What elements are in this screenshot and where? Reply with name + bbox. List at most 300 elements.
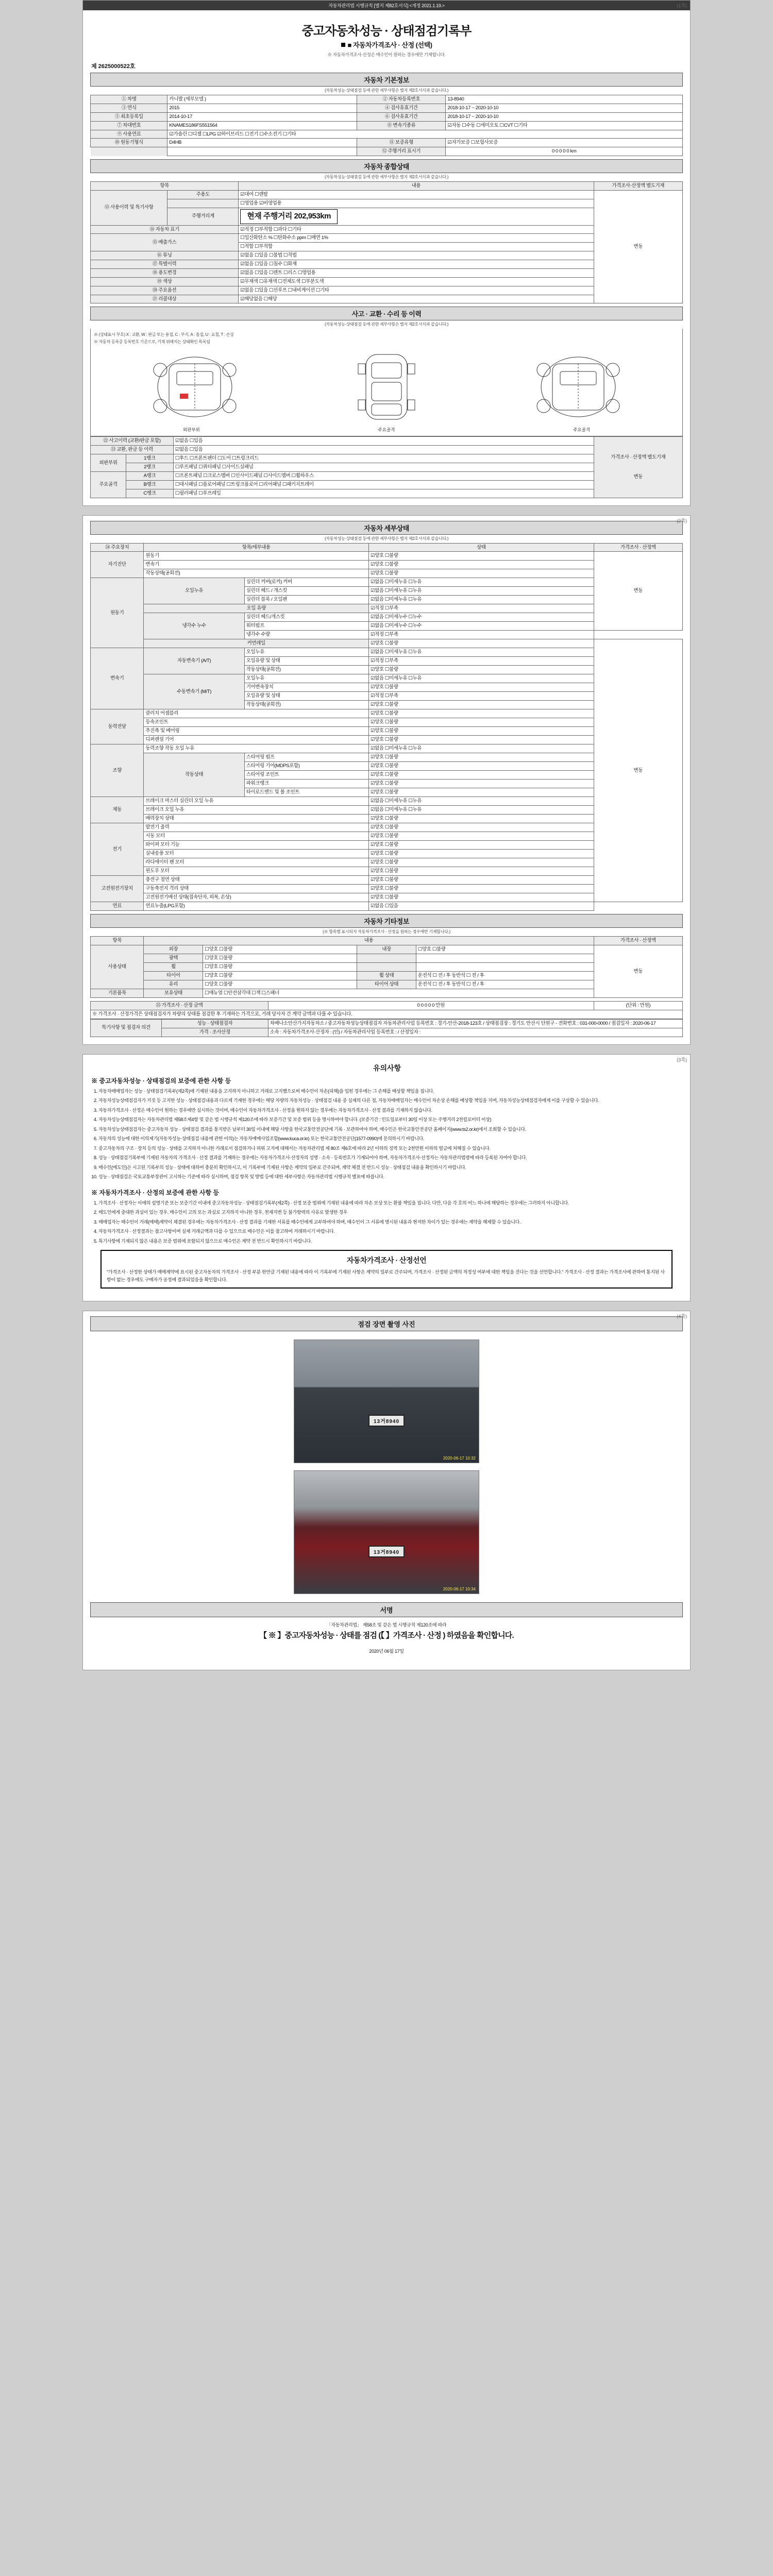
item-label: 등속조인트 [144, 718, 369, 727]
state-value[interactable]: ☑양호 ☐불량 [369, 569, 594, 578]
row-label: ⑮ 배출가스 [91, 234, 239, 251]
row-value[interactable]: ☑자가보증 ☐보험사보증 [446, 139, 683, 147]
row-label: ⑥ 검사유효기간 [357, 112, 446, 121]
table-row [91, 130, 683, 139]
item-label: 보유상태 [144, 989, 203, 998]
row-label: ㉒ 사고이력 (교환/판금 포함) [91, 437, 174, 446]
list-item: 5. 특기사항에 기재되지 않은 내용은 보증 범위에 포함되지 않으므로 매수인은 계약 전 반드시 확인하시기 바랍니다. [98, 1238, 683, 1245]
subitem-label: 오일유량 및 상태 [244, 692, 368, 701]
state-value[interactable]: ☑양호 ☐불량 [369, 771, 594, 779]
row-value[interactable]: ☐적합 ☐부적합 [239, 243, 594, 251]
item-label: 클러치 어셈블리 [144, 709, 369, 718]
state-value[interactable]: ☑적정 ☐부족 [369, 604, 594, 613]
group-label: 사용상태 [91, 945, 144, 989]
state-value[interactable]: ☑없음 ☐미세누수 ☐누수 [369, 622, 594, 631]
license-plate-text: 13거8940 [368, 1415, 405, 1427]
inspection-photo-rear [294, 1470, 479, 1594]
state-value[interactable]: ☑양호 ☐불량 [369, 850, 594, 858]
notice-subheading-1: ※ 중고자동차성능 · 상태점검의 보증에 관한 사항 등 [91, 1077, 231, 1084]
state-value[interactable]: ☑없음 ☐미세누수 ☐누수 [369, 613, 594, 622]
row-value[interactable]: ☑자동 ☐수동 ☐세미오토 ☐CVT ☐기타 [446, 121, 683, 130]
row-sublabel [167, 199, 239, 208]
row-label: ⑫ 주행거리 표시기 [357, 147, 446, 156]
list-item: 2. 매도인에게 중대한 과실이 있는 경우, 매수인이 고의 또는 과실로 고지하지 아니한 경우, 천재지변 등 불가항력의 사유로 발생한 경우 [98, 1209, 683, 1216]
item-label: 커먼레일 [144, 639, 369, 648]
item-label: 충전구 절연 상태 [144, 876, 369, 885]
signature-date: 2020년 06월 17일 [369, 1648, 404, 1654]
state-value[interactable]: ☑없음 ☐미세누유 ☐누유 [369, 587, 594, 596]
group-label: 자기진단 [91, 552, 144, 578]
state-value[interactable]: ☑양호 ☐불량 [369, 666, 594, 674]
subitem-label: 실린더 블록 / 오일팬 [244, 596, 368, 604]
row-label: ㉓ 교환, 판금 등 이력 [91, 446, 174, 454]
diagram-label-right: 주요골격 [573, 427, 591, 433]
section-band-detail: 자동차 세부상태 [90, 521, 683, 535]
rank-label: B랭크 [126, 480, 173, 489]
list-item: 5. 자동차성능상태점검자는 중고자동차 성능 · 상태점검 결과를 통지받은 날부터 30일 이내에 해당 사항을 한국교통안전공단에 기록 · 보관하여야 하며, 매수인은 한국교통안전공단 홈페이지(www.ts2.or.kr)에서 조회할 수 있습니다. [98, 1126, 683, 1133]
col-head-price: 가격조사·산정액 별도기재 [594, 182, 682, 191]
row-value[interactable]: ☑적정 ☐부적합 ☐과다 ☐기타 [239, 225, 594, 234]
section-subnote-accident: (자동차성능·상태점검 등에 관한 세부사항은 별지 제2호서식과 같습니다.) [324, 322, 449, 327]
car-top-diagram-icon [343, 348, 430, 426]
detail-status-table [90, 543, 683, 911]
list-item: 9. 매수인(매도인)은 시고된 기록부의 성능 · 상태에 대하여 충분히 확인하시고, 이 기록부에 기재된 사항은 계약의 일부로 간주되며, 계약 체결 전 반드시 성능 · 상태점검 내용을 확인하시기 바랍니다. [98, 1164, 683, 1172]
subitem-label: 오일유량 및 상태 [244, 657, 368, 666]
subitem-label: 스티어링 펌프 [244, 753, 368, 762]
odometer-cell [239, 208, 594, 225]
doc-subtitle: ■ 자동차가격조사 · 산정 (선택) [90, 40, 683, 49]
diagram-note-2: ※ 자동차 등록증 등록번호 기준으로, 기재 위해지는 상태확인 목록임 [94, 340, 210, 345]
state-value[interactable]: ☑양호 ☐불량 [369, 762, 594, 771]
rank-label: 1랭크 [126, 454, 173, 463]
price-note-value: 변동 [633, 473, 643, 480]
item-label: 브레이크 오일 누유 [144, 806, 369, 815]
item-label: 윈도우 모터 [144, 867, 369, 876]
subitem-label: 냉각수 수량 [244, 631, 368, 639]
state-value[interactable]: ☑양호 ☐불량 [369, 727, 594, 736]
photo-timestamp: 2020-06-17 10:32 [443, 1456, 476, 1461]
price-value: 0 0 0 0 0 만원 [268, 1002, 594, 1010]
state-value[interactable]: ☑양호 ☐불량 [369, 858, 594, 867]
list-item: 3. 매매업자는 매수인이 거래(매매)계약이 체결된 경우에는 자동차가격조사 · 산정 결과를 기재한 서류를 매수인에게 교부하여야 하며, 매수인이 그 서류에 명시된 내용과 현저한 차이가 있는 경우에는 계약을 해제할 수 있습니다. [98, 1219, 683, 1226]
row-value[interactable]: ☑없음 ☐있음 ☐불법 ☐적법 [239, 251, 594, 260]
price-note: 변동 [594, 945, 682, 998]
row-label: ⑯ 튜닝 [91, 251, 239, 260]
section-subnote-etc: (※ 항목별 표시되지 자동차가격조사 · 산정을 원하는 경우에만 기재합니다.) [323, 929, 450, 935]
state-value[interactable]: ☑적정 ☐부족 [369, 631, 594, 639]
row-value[interactable]: ☐대시패널 ☐플로어패널 ☐트렁크플로어 ☐리어패널 ☐패키지트레이 [173, 480, 594, 489]
row-value[interactable]: ☐프론트패널 ☐크로스멤버 ☐인사이드패널 ☐사이드멤버 ☐휠하우스 [173, 471, 594, 480]
odometer-value: 0 0 0 0 0 km [446, 147, 683, 156]
state-value[interactable]: ☑양호 ☐불량 [369, 867, 594, 876]
item-label: 배력장치 상태 [144, 815, 369, 823]
col-head-item: 항목 [91, 937, 144, 945]
state-value[interactable] [416, 963, 594, 972]
list-item: 10. 성능 · 상태점검은 국토교통부장관이 고시하는 기준에 따라 실시하며, 점검 항목 및 방법 등에 대한 세부사항은 자동차관리법 시행규칙 별표에 따릅니다. [98, 1174, 683, 1181]
state-value[interactable]: ☑없음 ☐있음 [369, 902, 594, 911]
row-value: 2014-10-17 [167, 112, 357, 121]
page-3 [82, 1054, 691, 1301]
item-label: 와이퍼 모터 기능 [144, 841, 369, 850]
row-label: 주요골격 [91, 471, 126, 498]
item-label: 오일누유 [144, 578, 244, 604]
price-unit: (단위 : 만원) [594, 1002, 682, 1010]
section-subnote-basic: (자동차성능·상태점검 등에 관한 세부사항은 별지 제2호서식과 같습니다.) [324, 88, 449, 93]
state-value[interactable]: ☑양호 ☐불량 [369, 709, 594, 718]
item-label: 작동상태(공회전) [144, 569, 369, 578]
row-label: ㉑ 리콜대상 [91, 295, 239, 303]
list-item: 3. 자동차가격조사 · 산정은 매수인이 원하는 경우에만 실시하는 것이며, 매수인이 자동차가격조사 · 산정을 원하지 않는 경우에는 자동차가격조사 · 산정 결과를 기재하지 않습니다. [98, 1107, 683, 1114]
item-label: 유리 [144, 980, 203, 989]
state-value[interactable]: ☑없음 ☐미세누유 ☐누유 [369, 674, 594, 683]
notice-list-1 [98, 1088, 683, 1181]
table-header-row [91, 543, 683, 552]
subitem-label: 기어변속장치 [244, 683, 368, 692]
subitem-label: 작동상태(공회전) [244, 701, 368, 709]
row-value[interactable]: ☐후드 ☐프론트펜더 ☐도어 ☐트렁크리드 [173, 454, 594, 463]
state-value[interactable]: ☑양호 ☐불량 [369, 683, 594, 692]
item-label: 작동상태 [144, 753, 244, 797]
state-value[interactable]: ☐양호 ☐불량 [203, 980, 357, 989]
state-value[interactable] [416, 954, 594, 963]
item-label: 광택 [144, 954, 203, 963]
state-value[interactable]: ☑없음 ☐미세누유 ☐누유 [369, 797, 594, 806]
table-row [91, 437, 683, 446]
inspector-label: 성능 · 상태점검자 [161, 1020, 268, 1028]
group-label: 원동기 [91, 578, 144, 648]
license-plate-text: 13거8940 [368, 1546, 405, 1557]
page-title: 중고자동차성능 · 상태점검기록부 [301, 24, 472, 38]
list-item: 1. 자동차매매업자는 성능 · 상태점검기록부(제2쪽)에 기재된 내용을 고지하지 아니하고 거래로 고지했으로써 매수인이 차손(피해)을 입힌 경우에는 그 손해를 배상할 책임을 집니다. [98, 1088, 683, 1095]
state-value[interactable]: ☑양호 ☐불량 [369, 815, 594, 823]
price-note-text: ※ 가격조사 · 산정가격은 상태점검자가 차량의 상태를 점검한 후 기재하는 가격으로, 거래 당사자 간 계약 금액과 다를 수 있습니다. [91, 1010, 683, 1019]
state-value[interactable]: ☑양호 ☐불량 [369, 832, 594, 841]
row-value[interactable]: ☑무채색 ☐유채색 ☐전체도색 ☐부분도색 [239, 277, 594, 286]
item-label: 고전원전기배선 상태(접속단자, 피복, 손상) [144, 893, 369, 902]
rank-label: A랭크 [126, 471, 173, 480]
item-label: 변속기 [144, 561, 369, 569]
row-value: 2015 [167, 104, 357, 112]
accident-history-table [90, 436, 683, 498]
table-header-row [91, 937, 683, 945]
col-head-state: 상태 [369, 543, 594, 552]
group-label: 기본품목 [91, 989, 144, 998]
item-label: 휠 상태 [357, 972, 416, 980]
page-4 [82, 1311, 691, 1670]
row-value: 13-8940 [446, 95, 683, 104]
subitem-label: 실린더 커버(로커) 커버 [244, 578, 368, 587]
row-label: ⑰ 특별이력 [91, 260, 239, 269]
group-label: 전기 [91, 823, 144, 876]
row-label: ⑧ 변속기종류 [357, 121, 446, 130]
state-value[interactable]: ☐양호 ☐불량 [203, 963, 357, 972]
row-value[interactable]: ☑없음 ☐있음 [173, 446, 594, 454]
group-label: 조향 [91, 744, 144, 797]
state-value[interactable]: ☑양호 ☐불량 [369, 736, 594, 744]
row-value[interactable]: ☑대여 ☐렌탈 [239, 191, 594, 199]
appraisal-declaration-box [100, 1250, 673, 1289]
inspection-photo-front [294, 1340, 479, 1463]
state-value[interactable]: ☑양호 ☐불량 [369, 701, 594, 709]
group-label: 제동 [91, 797, 144, 823]
list-item: 7. 중고자동차의 구조 · 장치 등의 성능 · 상태를 고지하지 아니한 거래로서 점검하거나 허위 고지에 대해서는 자동차관리법 제 80조 제6호에 따라 2년 이하의 징역 또는 2천만원 이하의 벌금에 처해질 수 있습니다. [98, 1145, 683, 1153]
car-rear-diagram-icon [524, 348, 632, 426]
price-title: ㉕ 가격조사 · 산정 금액 [156, 1003, 203, 1009]
appraiser-value: 소속 : 자동차가격조사·산정자 : (인) / 자동차관리사업 등록번호 : / 산정일자 : [268, 1028, 682, 1037]
item-label: 수동변속기 (M/T) [144, 674, 244, 709]
item-label: 브레이크 마스터 실린더 오일 누유 [144, 797, 369, 806]
car-diagrams [94, 346, 679, 426]
row-value[interactable]: ☐일산화탄소 % ☐탄화수소 ppm ☐매연 1% [239, 234, 594, 243]
state-value[interactable]: ☑양호 ☐불량 [369, 841, 594, 850]
price-result-table [90, 1001, 683, 1019]
table-row [91, 639, 683, 648]
state-value[interactable]: ☑양호 ☐불량 [369, 885, 594, 893]
row-sublabel: 주용도 [167, 191, 239, 199]
row-value: KNAMES186FS551564 [167, 121, 357, 130]
damage-diagram-panel [90, 329, 683, 436]
list-item: 4. 자동차성능상태점검자는 자동차관리법 제58조제4항 및 같은 법 시행규칙 제120조에 따라 보증기간 및 보증 범위 등을 명시하여야 합니다. (보증기간 : 인도일로부터 30일 이상 또는 주행거리 2천킬로미터 이상) [98, 1116, 683, 1124]
section-band-etc: 자동차 기타정보 [90, 914, 683, 928]
table-row [91, 552, 683, 561]
page-number-4: (4쪽) [677, 1314, 687, 1319]
row-label: ⑨ 사용연료 [91, 130, 167, 139]
subitem-label: 워터펌프 [244, 622, 368, 631]
row-label: ⑱ 용도변경 [91, 268, 239, 277]
list-item: 8. 성능 · 상태점검기록부에 기재된 자동차의 가격조사 · 산정 결과를 기재하는 경우에는 자동차가격조사·산정자의 성명 · 소속 · 등록번호가 기재되어야 하며, 자동차가격조사·산정자는 자동차관리법령에 따라 등록된 자여야 합니다. [98, 1155, 683, 1162]
item-label: 오일 유량 [144, 604, 369, 613]
signature-line-1: 「자동차관리법」 제58조 및 같은 법 시행규칙 제120조에 따라 [326, 1622, 447, 1628]
row-value[interactable]: ☑없음 ☐있음 ☐렌트 ☐리스 ☐영업용 [239, 268, 594, 277]
photo-timestamp: 2020-06-17 10:34 [443, 1587, 476, 1592]
row-value: D4HB [167, 139, 357, 147]
item-label: 타이어 상태 [357, 980, 416, 989]
basic-info-table [90, 95, 683, 156]
table-row [91, 1020, 683, 1028]
state-value[interactable]: 운전석 ☐ 전 / 후 동반석 ☐ 전 / 후 [416, 980, 594, 989]
row-value: 2018-10-17 ~ 2020-10-10 [446, 112, 683, 121]
car-front-diagram-icon [141, 348, 249, 426]
signature-band: 서명 [90, 1602, 683, 1617]
state-value[interactable]: ☐양호 ☐불량 [203, 945, 357, 954]
diagram-label-mid: 주요골격 [378, 427, 395, 433]
row-value[interactable]: ☑없음 ☐있음 ☐침수 ☐화재 [239, 260, 594, 269]
price-note: 변동 [594, 639, 682, 902]
row-value[interactable]: ☑가솔린 ☐디젤 ☐LPG ☑하이브리드 ☐전기 ☐수소전기 ☐기타 [167, 130, 683, 139]
final-signature-block [90, 1617, 683, 1663]
state-value[interactable]: ☑양호 ☐불량 [369, 561, 594, 569]
state-value[interactable]: ☑양호 ☐불량 [369, 876, 594, 885]
row-label: ⑲ 색상 [91, 277, 239, 286]
col-head-price: 가격조사 · 산정액 [594, 937, 682, 945]
signature-line-2: 【 ※ 】중고자동차성능 · 상태를 점검 (【 】가격조사 · 산정 ) 하였음을 확인합니다. [259, 1631, 514, 1640]
square-bullet-icon [341, 43, 345, 47]
subitem-label: 오일누유 [244, 674, 368, 683]
appraiser-label: 가격 · 조사산정 [161, 1028, 268, 1037]
price-note-cell [594, 437, 682, 498]
page-number-1: (1쪽) [677, 3, 687, 8]
table-row [91, 95, 683, 104]
item-label: 외장 [144, 945, 203, 954]
row-label: ⑦ 차대번호 [91, 121, 167, 130]
state-value[interactable]: ☑양호 ☐불량 [369, 893, 594, 902]
state-value[interactable]: ☐양호 ☐불량 [416, 945, 594, 954]
item-label: 시동 모터 [144, 832, 369, 841]
table-row [91, 147, 683, 156]
notice-heading: 유의사항 [373, 1063, 401, 1072]
table-row [91, 191, 683, 199]
subitem-label: 오일누유 [244, 648, 368, 657]
state-value[interactable]: ☑적정 ☐부족 [369, 657, 594, 666]
table-row [91, 1010, 683, 1019]
list-item: 4. 자동차가격조사 · 산정결과는 참고사항이며 실제 거래금액과 다를 수 있으므로 매수인은 이를 참고하여 거래하시기 바랍니다. [98, 1228, 683, 1235]
item-label: 추진축 및 베어링 [144, 727, 369, 736]
list-item: 1. 가격조사 · 산정자는 이에의 설명기준 또는 보증기간 이내에 중고자동차성능 · 상태점검기록부(제2쪽) · 산정 보증 범위에 기재된 내용에 따라 차손 보상 또는 환불 책임을 집니다. 다만, 다음 각 호의 어느 하나에 해당하는 경우에는 그러하지 아니합니다. [98, 1200, 683, 1207]
row-value[interactable]: ☑없음 ☐있음 [173, 437, 594, 446]
group-label: 변속기 [91, 648, 144, 709]
state-value[interactable]: ☑양호 ☐불량 [369, 779, 594, 788]
row-label: 외판부위 [91, 454, 126, 472]
table-row [91, 139, 683, 147]
doc-subnote: ※ 자동차가격조사·산정은 매수인이 원하는 경우에만 기재합니다. [327, 52, 446, 57]
row-value[interactable]: ☐루프패널 ☐쿼터패널 ☐사이드실패널 [173, 463, 594, 472]
page-number-3: (3쪽) [677, 1057, 687, 1062]
state-value[interactable]: 운전석 ☐ 전 / 후 동반석 ☐ 전 / 후 [416, 972, 594, 980]
state-value[interactable]: ☑양호 ☐불량 [369, 788, 594, 797]
table-row [91, 1028, 683, 1037]
rank-label: C랭크 [126, 489, 173, 498]
state-value[interactable]: ☑없음 ☐미세누유 ☐누유 [369, 596, 594, 604]
table-row [91, 104, 683, 112]
state-value[interactable]: ☑적정 ☐부족 [369, 692, 594, 701]
section-band-accident: 사고 · 교환 · 수리 등 이력 [90, 307, 683, 320]
row-sublabel: 주행거리계 [167, 208, 239, 225]
state-value[interactable]: ☐매뉴얼 ☐안전삼각대 ☐잭 ☐스패너 [203, 989, 594, 998]
group-label: 고전원전기장치 [91, 876, 144, 902]
row-label: ⑬ 사용이력 및 특기사항 [91, 191, 167, 226]
state-value[interactable]: ☑양호 ☐불량 [369, 753, 594, 762]
subitem-label: 작동상태(공회전) [244, 666, 368, 674]
current-mileage: 현재 주행거리 202,953km [240, 209, 338, 224]
inspector-signature-table [90, 1019, 683, 1037]
page-number-2: (2쪽) [677, 518, 687, 523]
page-2 [82, 515, 691, 1045]
item-label: 자동변속기 (A/T) [144, 648, 244, 674]
subitem-label: 실린더 헤드/개스킷 [244, 613, 368, 622]
declaration-title: 자동차가격조사 · 산정선언 [346, 1256, 427, 1265]
table-header-row [91, 182, 683, 191]
row-label: ⑤ 최초등록일 [91, 112, 167, 121]
subitem-label: 실린더 헤드 / 개스킷 [244, 587, 368, 596]
item-label: 휠 [144, 963, 203, 972]
state-value[interactable]: ☑없음 ☐미세누유 ☐누유 [369, 648, 594, 657]
item-label [357, 954, 416, 963]
item-label: 연료누출(LPG포함) [144, 902, 369, 911]
row-label: ② 자동차등록번호 [357, 95, 446, 104]
section-subnote-detail: (자동차성능·상태점검 등에 관한 세부사항은 별지 제2호서식과 같습니다.) [324, 536, 449, 541]
item-label [357, 963, 416, 972]
page-1 [82, 0, 691, 506]
price-note-header: 가격조사 · 산정액 별도기재 [611, 454, 666, 461]
col-head-content: 내용 [239, 182, 594, 191]
photo-gallery [90, 1331, 683, 1602]
item-label: 디퍼렌셜 기어 [144, 736, 369, 744]
row-value[interactable]: ☐필러패널 ☐루프레일 [173, 489, 594, 498]
photo-section-band: 점검 장면 촬영 사진 [90, 1316, 683, 1331]
car-diagram-labels [94, 426, 679, 433]
item-label: 발전기 출력 [144, 823, 369, 832]
state-value[interactable]: ☑없음 ☐미세누유 ☐누유 [369, 806, 594, 815]
notice-list-2 [98, 1200, 683, 1245]
diagram-label-left: 외판부위 [182, 427, 200, 433]
item-label: 구동축전지 격리 상태 [144, 885, 369, 893]
section-band-overall: 자동차 종합상태 [90, 159, 683, 173]
table-row [91, 112, 683, 121]
table-row [91, 121, 683, 130]
row-value[interactable]: ☑없음 ☐있음 ☐선루프 ☐내비게이션 ☐기타 [239, 286, 594, 295]
col-head-item: 항목/세부내용 [144, 543, 369, 552]
state-value[interactable]: ☑양호 ☐불량 [369, 639, 594, 648]
col-head-content: 내용 [144, 937, 594, 945]
item-label: 타이어 [144, 972, 203, 980]
section-band-basic: 자동차 기본정보 [90, 73, 683, 87]
state-value[interactable]: ☐양호 ☐불량 [203, 954, 357, 963]
table-row [91, 945, 683, 954]
remarks-label: 특기사항 및 점검자 의견 [91, 1020, 162, 1037]
overall-status-table [90, 181, 683, 303]
col-head-item: 항목 [91, 182, 239, 191]
inspector-value: 차배나소안산가지자동차소 / 중고자동차성능상태점검자 자동차관리사업 등록번호 : 경기-안산-2018-123호 / 상태점검장 : 경기도 안산시 단원구 - 전화번호 : 031-000-0000 / 점검일자 : 2020-06-17 [268, 1020, 682, 1028]
price-note: 변동 [594, 552, 682, 631]
diagram-note-1: ※ (상태표시 부호) X : 교환, W : 판금 또는 용접, C : 부식, A : 흠집, U : 요철, T : 손상 [94, 332, 234, 337]
subitem-label: 스티어링 조인트 [244, 771, 368, 779]
col-head-price: 가격조사 · 산정액 [594, 543, 682, 552]
item-label: 내장 [357, 945, 416, 954]
state-value[interactable]: ☑없음 ☐미세누유 ☐누유 [369, 578, 594, 587]
rank-label: 2랭크 [126, 463, 173, 472]
row-value: 카니발 (세부모델 ) [167, 95, 357, 104]
state-value[interactable]: ☑양호 ☐불량 [369, 718, 594, 727]
row-value[interactable]: ☐영업용 ☑비영업용 [239, 199, 594, 208]
row-label: ① 차명 [91, 95, 167, 104]
row-label [91, 147, 167, 156]
item-label: 실내송풍 모터 [144, 850, 369, 858]
subitem-label: 스티어링 기어(MDPS포함) [244, 762, 368, 771]
section-subnote-overall: (자동차성능·상태점검 등에 관한 세부사항은 별지 제2호서식과 같습니다.) [324, 175, 449, 180]
list-item: 6. 자동차의 성능에 대한 이의제기(자동차성능·상태점검 내용에 관한 이의)는 자동차매매사업조합(www.kuca.or.kr) 또는 한국교통안전공단(1577-0990)에 문의하시기 바랍니다. [98, 1136, 683, 1143]
document-number: 제 2625000522호 [91, 63, 136, 70]
row-label: ④ 검사유효기간 [357, 104, 446, 112]
row-value[interactable]: ☑해당없음 ☐해당 [239, 295, 594, 303]
notice-subheading-2: ※ 자동차가격조사 · 산정의 보증에 관한 사항 등 [91, 1189, 219, 1196]
price-title-cell [91, 1002, 268, 1010]
item-label: 라디에이터 팬 모터 [144, 858, 369, 867]
declaration-body: "가격조사 · 산정한 상태가 매매계약에 표시된 중고자동차의 가격조사 · 산정 부분 한만큼 기재된 내용에 따라 이 기록부에 기재된 사항은 계약의 일부로 간주되며, 가격조사 · 산정된 금액의 적정성 여부에 대한 책임을 진다는 것을 선언합니다." 가격조사 · 산정 결과는 가격조사에 관하여 통지된 사항이 없는 경우에도 구매자가 공정에 결과되었음을 확인합니다. [107, 1269, 665, 1282]
etc-info-table [90, 936, 683, 998]
row-label: ⑭ 자동차 표기 [91, 225, 239, 234]
col-head-device: ㉔ 주요장치 [91, 543, 144, 552]
state-value[interactable]: ☑양호 ☐불량 [369, 552, 594, 561]
state-value[interactable]: ☑없음 ☐미세누유 ☐누유 [369, 744, 594, 753]
state-value[interactable]: ☑양호 ☐불량 [369, 823, 594, 832]
group-label: 연료 [91, 902, 144, 911]
table-row [91, 902, 683, 911]
state-value[interactable]: ☐양호 ☐불량 [203, 972, 357, 980]
row-label: ⑩ 원동기형식 [91, 139, 167, 147]
item-label: 동력조향 작동 오일 누유 [144, 744, 369, 753]
price-note: 변동 [594, 191, 682, 303]
item-label: 냉각수 누수 [144, 613, 244, 639]
